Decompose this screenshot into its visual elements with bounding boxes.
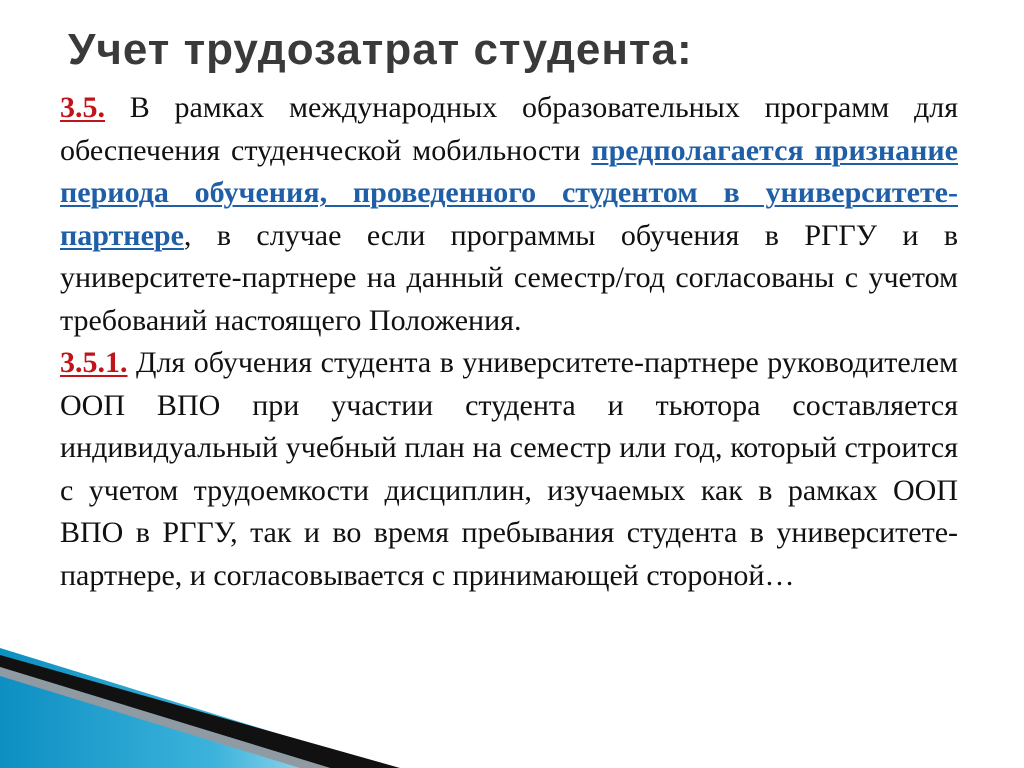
paragraph-3-5-text-before: В рамках международных образовательных программ для обеспечения студенческой мобильности	[60, 91, 958, 167]
paragraph-3-5-1	[60, 342, 958, 597]
paragraph-3-5-highlight: предполагается признание периода обучения, проведенного студентом в университете-партнере	[60, 133, 958, 252]
paragraph-number-3-5: 3.5.	[60, 91, 105, 124]
paragraph-3-5-text-after: , в случае если программы обучения в РГГУ и в университете-партнере на данный семестр/год согласованы с учетом требований настоящего Положения.	[60, 218, 958, 337]
slide-content	[60, 87, 958, 597]
paragraph-number-3-5-1: 3.5.1.	[60, 346, 128, 379]
paragraph-3-5-1-text: Для обучения студента в университете-партнере руководителем ООП ВПО при участии студента и тьютора составляется индивидуальный учебный план на семестр или год, который строится с учетом трудоемкости дисциплин, изучаемых как в рамках ООП ВПО в РГГУ, так и во время пребывания студента в университете-партнере, и согласовывается с принимающей стороной…	[60, 346, 958, 592]
paragraph-3-5	[60, 87, 958, 342]
slide-title: Учет трудозатрат студента:	[68, 25, 693, 74]
